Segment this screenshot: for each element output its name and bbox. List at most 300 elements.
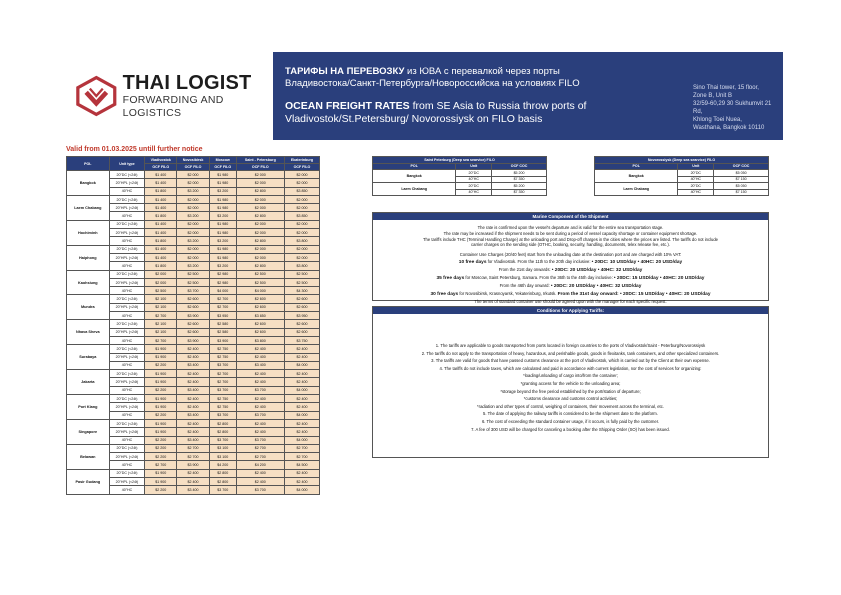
rate-cell: $2 200 — [145, 386, 177, 394]
unit-type-cell: 40"HC — [109, 386, 145, 394]
table-row — [67, 345, 320, 353]
rate-cell: $2 400 — [284, 403, 319, 411]
rate-cell: $2 400 — [177, 428, 210, 436]
rate-cell: $3 400 — [236, 361, 284, 369]
rate-cell: $3 700 — [209, 411, 236, 419]
unit-cell: 20"DC — [456, 183, 492, 190]
rate-cell: $2 400 — [284, 469, 319, 477]
table-row — [67, 469, 320, 477]
unit-type-cell: 20"DC (<24t) — [109, 220, 145, 228]
rate-cell: $3 100 — [209, 444, 236, 452]
rate-cell: $2 700 — [209, 295, 236, 303]
rate-cell: $2 000 — [284, 171, 319, 179]
logo-checkmark-icon — [76, 74, 117, 118]
unit-type-cell: 20"DC (<24t) — [109, 444, 145, 452]
rate-cell: $2 400 — [236, 370, 284, 378]
marine-line: 10 free days for Vladivostok. From the 11th to the 20th day inclusive: • 20DC: 10 USD/day • 40HC: 20 USD/day — [458, 258, 683, 265]
rate-cell: $2 800 — [209, 469, 236, 477]
table-row — [67, 320, 320, 328]
rate-cell: $3 700 — [209, 436, 236, 444]
rate-cell: $2 500 — [145, 287, 177, 295]
marine-line: From the 46th day onward: • 20DC: 20 USD/day • 40HC: 32 USD/day — [499, 282, 642, 289]
header-row — [67, 157, 320, 164]
rate-cell: $2 600 — [236, 328, 284, 336]
column-subheader: OCF FILO — [145, 164, 177, 171]
rate-cell: $2 200 — [145, 453, 177, 461]
column-subheader: OCF FILO — [209, 164, 236, 171]
logo-subtitle: FORWARDING AND LOGISTICS — [122, 93, 224, 119]
unit-type-cell: 40"HC — [109, 361, 145, 369]
unit-type-cell: 40"HC — [109, 187, 145, 195]
rate-cell: $3 850 — [284, 212, 319, 220]
rate-cell: $2 400 — [236, 469, 284, 477]
marine-title: Marine Component of the Shipment — [373, 213, 768, 220]
rate-cell: $2 200 — [145, 444, 177, 452]
rate-cell: $1 980 — [209, 171, 236, 179]
rate-cell: $3 400 — [177, 386, 210, 394]
pol-cell: Bangkok — [373, 170, 456, 183]
pol-cell: Nhava Sheva — [67, 320, 110, 345]
rate-cell: $3 200 — [177, 262, 210, 270]
rate-cell: $1 400 — [145, 171, 177, 179]
header-banner — [60, 52, 783, 140]
condition-line: 7. A fee of 300 USD will be charged for canceling a booking after the Shipping Order (SO) has been issued. — [471, 426, 670, 432]
rate-cell: $2 400 — [236, 419, 284, 427]
pol-cell: Bangkok — [67, 171, 110, 196]
rate-cell: $2 700 — [236, 453, 284, 461]
rate-cell: $3 800 — [284, 262, 319, 270]
rate-cell: $4 300 — [284, 287, 319, 295]
rate-cell: $4 000 — [284, 386, 319, 394]
rate-cell: $2 400 — [236, 403, 284, 411]
unit-type-cell: 20"HPL (<24t) — [109, 378, 145, 386]
validity-note: Valid from 01.03.2025 untill further notice — [66, 146, 203, 153]
marine-line: The terms of standard container use should be agreed upon with the manager for each specific request. — [474, 298, 667, 304]
column-header: POL — [595, 163, 678, 170]
unit-type-cell: 40"HC — [109, 486, 145, 494]
rate-cell: $2 100 — [145, 303, 177, 311]
unit-cell: 40"HC — [456, 189, 492, 196]
unit-type-cell: 20"HPL (<24t) — [109, 253, 145, 261]
pol-cell: Bangkok — [595, 170, 678, 183]
unit-type-cell: 40"HC — [109, 411, 145, 419]
rate-cell: $2 700 — [177, 453, 210, 461]
rates-table — [66, 156, 320, 495]
condition-line: 5. The date of applying the railway tariffs is considered to be the shipment date to the platform. — [483, 411, 658, 417]
unit-type-cell: 20"DC (<24t) — [109, 395, 145, 403]
condition-line: *storage beyond the free period established by the port/station of departure; — [500, 388, 641, 394]
table-row — [67, 370, 320, 378]
rate-cell: $2 800 — [209, 477, 236, 485]
rate-cell: $2 800 — [236, 187, 284, 195]
rate-cell: $3 200 — [209, 237, 236, 245]
rate-cell: $3 100 — [209, 453, 236, 461]
pol-cell: Pasir Gudang — [67, 469, 110, 494]
rate-cell: $2 400 — [177, 378, 210, 386]
rate-cell: $2 200 — [145, 411, 177, 419]
rate-cell: $4 200 — [209, 461, 236, 469]
rate-cell: $1 900 — [145, 378, 177, 386]
rate-cell: $2 700 — [284, 444, 319, 452]
table-row — [67, 195, 320, 203]
rate-cell: $2 500 — [236, 278, 284, 286]
rate-cell: $1 800 — [145, 262, 177, 270]
rate-cell: $1 900 — [145, 428, 177, 436]
table-title: Saint Peterburg (Deep sea searvice) FILO — [373, 157, 547, 164]
rate-cell: $3 700 — [177, 287, 210, 295]
rate-cell: $3 750 — [284, 336, 319, 344]
unit-cell: 20"DC — [678, 170, 714, 177]
unit-type-cell: 20"DC (<24t) — [109, 320, 145, 328]
rate-cell: $3 850 — [284, 187, 319, 195]
rate-cell: $2 400 — [177, 403, 210, 411]
rate-cell: $2 750 — [209, 395, 236, 403]
unit-type-cell: 20"HPL (<24t) — [109, 477, 145, 485]
unit-type-cell: 40"HC — [109, 461, 145, 469]
rate-cell: $2 000 — [284, 204, 319, 212]
rate-cell: $4 000 — [284, 411, 319, 419]
logo-area — [60, 52, 273, 140]
pol-cell: Hochiminh — [67, 220, 110, 245]
rate-cell: $2 500 — [177, 270, 210, 278]
rate-cell: $2 400 — [284, 477, 319, 485]
rate-cell: $3 200 — [209, 212, 236, 220]
rate-cell: $1 900 — [145, 353, 177, 361]
rate-cell: $3 900 — [177, 461, 210, 469]
rate-cell: $2 400 — [236, 378, 284, 386]
rate-cell: $1 400 — [145, 179, 177, 187]
rate-cell: $3 700 — [236, 486, 284, 494]
rate-cell: $2 400 — [284, 428, 319, 436]
unit-type-cell: 20"DC (<24t) — [109, 419, 145, 427]
column-header: OCF COC — [492, 163, 547, 170]
column-header: POL — [373, 163, 456, 170]
column-header: Unit — [456, 163, 492, 170]
novorossiysk-deep-sea-table — [594, 156, 769, 196]
rate-cell: $2 400 — [236, 477, 284, 485]
rate-cell: $2 700 — [209, 378, 236, 386]
rate-cell: $2 500 — [236, 270, 284, 278]
rate-cell: $1 980 — [209, 179, 236, 187]
condition-line: 6. The cost of exceeding the standard container usage, if it occurs, is fully paid by the customer. — [481, 418, 660, 424]
rate-cell: $3 700 — [236, 386, 284, 394]
rate-cell: $1 900 — [145, 403, 177, 411]
unit-type-cell: 20"HPL (<24t) — [109, 204, 145, 212]
pol-cell: Jakarta — [67, 370, 110, 395]
rate-cell: $1 900 — [145, 469, 177, 477]
unit-type-cell: 20"DC (<24t) — [109, 345, 145, 353]
rate-cell: $2 400 — [284, 345, 319, 353]
column-header: Novosibirsk — [177, 157, 210, 164]
rate-cell: $4 000 — [284, 486, 319, 494]
condition-line: 1. The tariffs are applicable to goods transported from ports located in foreign countries to the ports of Vladivostok/Saint - Peterburg/Novorossiysk — [435, 343, 706, 348]
rate-cell: $3 900 — [177, 336, 210, 344]
rate-cell: $2 700 — [145, 312, 177, 320]
rate-cell: $4 000 — [236, 287, 284, 295]
rate-cell: $4 000 — [284, 361, 319, 369]
rate-cell: $3 700 — [236, 411, 284, 419]
rate-cell: $2 000 — [236, 195, 284, 203]
rate-cell: $2 400 — [236, 353, 284, 361]
table-row — [67, 419, 320, 427]
marine-line: The rate may be increased if the shipment needs to be sent during a period of vessel capacity shortage or container equipment shortage. — [443, 231, 698, 236]
condition-line: 3. The tariffs are valid for goods that have passed customs clearance at the port of Vladivostok, which is carried out by the Client at their own expense. — [431, 358, 710, 364]
rate-cell: $2 600 — [236, 295, 284, 303]
rate-cell: $2 200 — [145, 436, 177, 444]
table-row — [67, 171, 320, 179]
condition-line: 4. The tariffs do not include taxes, which are calculated and paid in accordance with current legislation, nor the cost of services for organizing: — [439, 365, 702, 371]
rate-cell: $2 600 — [284, 328, 319, 336]
rate-cell: $2 000 — [145, 270, 177, 278]
marine-component-box — [372, 212, 769, 304]
condition-line: 2. The tariffs do not apply to the transportation of heavy, hazardous, and perishable goods, goods in flexitanks, tank containers, and other specialized containers. — [421, 350, 720, 356]
rate-cell: $1 800 — [145, 237, 177, 245]
marine-line: 30 free days for Novosibirsk, Krasnoyarsk, Yekaterinburg, Irkutsk. From the 31st day onward: • 20DC: 15 USD/day • 40HC: 20 USD/day — [430, 290, 711, 297]
rate-cell: $2 000 — [236, 253, 284, 261]
rate-cell: $1 980 — [209, 220, 236, 228]
rate-cell: $2 000 — [177, 253, 210, 261]
rate-cell: $2 700 — [177, 444, 210, 452]
table-row — [67, 270, 320, 278]
rate-cell: $3 800 — [236, 336, 284, 344]
unit-cell: 20"DC — [678, 183, 714, 190]
column-header: Vladivostok — [145, 157, 177, 164]
rate-cell: $5 050 — [714, 183, 769, 190]
rate-cell: $3 800 — [284, 237, 319, 245]
rate-cell: $2 000 — [236, 204, 284, 212]
unit-type-cell: 20"HPL (<24t) — [109, 453, 145, 461]
unit-cell: 20"DC — [456, 170, 492, 177]
rate-cell: $2 400 — [177, 370, 210, 378]
rate-cell: $2 000 — [284, 253, 319, 261]
unit-type-cell: 20"DC (<24t) — [109, 469, 145, 477]
rate-cell: $1 900 — [145, 395, 177, 403]
rate-cell: $2 580 — [209, 320, 236, 328]
condition-line: *granting access for the vehicle to the unloading area; — [520, 380, 621, 386]
rate-cell: $2 800 — [236, 262, 284, 270]
rate-cell: $2 750 — [209, 345, 236, 353]
table-row — [67, 295, 320, 303]
marine-line: Container Use Charges (20/40 feet) start from the unloading date at the destination port and are charged with 10% VAT: — [459, 251, 682, 257]
rate-cell: $2 000 — [177, 204, 210, 212]
rate-cell: $2 400 — [177, 353, 210, 361]
column-header: Moscow — [209, 157, 236, 164]
pol-cell: Mundra — [67, 295, 110, 320]
rate-cell: $3 200 — [209, 262, 236, 270]
rate-cell: $2 500 — [284, 278, 319, 286]
rate-cell: $5 200 — [492, 170, 547, 177]
rate-cell: $4 000 — [209, 287, 236, 295]
rate-cell: $2 700 — [209, 370, 236, 378]
rate-cell: $2 000 — [177, 171, 210, 179]
rate-cell: $2 000 — [177, 195, 210, 203]
condition-line: *customs clearance and customs control activities; — [523, 396, 618, 402]
rate-cell: $1 400 — [145, 195, 177, 203]
rate-cell: $2 600 — [236, 303, 284, 311]
column-subheader: OCF FILO — [236, 164, 284, 171]
rate-cell: $1 400 — [145, 253, 177, 261]
rate-cell: $2 800 — [209, 428, 236, 436]
rate-cell: $4 500 — [284, 461, 319, 469]
rate-cell: $2 400 — [177, 419, 210, 427]
column-header: POL — [67, 157, 110, 171]
rate-cell: $2 500 — [177, 278, 210, 286]
rate-cell: $2 750 — [209, 353, 236, 361]
pol-cell: Laem Chabang — [67, 195, 110, 220]
rate-cell: $5 050 — [714, 170, 769, 177]
rate-cell: $2 400 — [177, 477, 210, 485]
rate-cell: $3 700 — [236, 436, 284, 444]
rate-cell: $1 980 — [209, 253, 236, 261]
unit-cell: 40"HC — [456, 176, 492, 183]
table-row — [67, 245, 320, 253]
rate-cell: $2 400 — [236, 395, 284, 403]
rate-cell: $1 980 — [209, 245, 236, 253]
rate-cell: $1 400 — [145, 245, 177, 253]
unit-type-cell: 20"DC (<24t) — [109, 195, 145, 203]
unit-type-cell: 20"HPL (<24t) — [109, 303, 145, 311]
rate-cell: $2 100 — [145, 295, 177, 303]
rate-cell: $3 400 — [177, 436, 210, 444]
unit-type-cell: 20"HPL (<24t) — [109, 403, 145, 411]
rate-cell: $2 800 — [209, 419, 236, 427]
rate-cell: $2 000 — [236, 171, 284, 179]
banner-ru-text: ТАРИФЫ НА ПЕРЕВОЗКУ из ЮВА с перевалкой через порты Владивостока/Санкт-Петербурга/Новороссийска на условиях FILO — [285, 66, 580, 89]
rate-cell: $2 200 — [145, 361, 177, 369]
rate-cell: $1 400 — [145, 220, 177, 228]
rate-cell: $1 900 — [145, 345, 177, 353]
rate-cell: $2 200 — [145, 486, 177, 494]
unit-type-cell: 40"HC — [109, 436, 145, 444]
rate-cell: $2 580 — [209, 328, 236, 336]
rate-cell: $2 000 — [284, 220, 319, 228]
rate-cell: $2 400 — [177, 345, 210, 353]
spb-deep-sea-table — [372, 156, 547, 196]
rate-cell: $2 000 — [177, 245, 210, 253]
rate-cell: $3 200 — [177, 212, 210, 220]
rate-cell: $3 950 — [284, 312, 319, 320]
column-header: OCF COC — [714, 163, 769, 170]
unit-type-cell: 40"HC — [109, 237, 145, 245]
rate-cell: $2 600 — [177, 295, 210, 303]
rate-cell: $3 700 — [209, 386, 236, 394]
rate-cell: $2 400 — [177, 395, 210, 403]
unit-type-cell: 20"HPL (<24t) — [109, 229, 145, 237]
rate-cell: $2 000 — [145, 278, 177, 286]
rate-cell: $2 000 — [284, 195, 319, 203]
rate-cell: $4 000 — [284, 436, 319, 444]
rate-cell: $2 700 — [145, 461, 177, 469]
rate-cell: $3 850 — [236, 312, 284, 320]
marine-line: The tariffs include THC (Terminal Handling Charge) at the unloading port and Drop-off charges in the cities where the prices are listed. The tariffs do not include — [423, 236, 718, 242]
rate-cell: $3 400 — [177, 411, 210, 419]
rate-cell: $2 600 — [284, 303, 319, 311]
rate-cell: $2 400 — [284, 419, 319, 427]
unit-type-cell: 40"HC — [109, 312, 145, 320]
rate-cell: $1 800 — [145, 187, 177, 195]
rate-cell: $2 100 — [145, 328, 177, 336]
unit-type-cell: 20"DC (<24t) — [109, 295, 145, 303]
rate-cell: $3 900 — [177, 312, 210, 320]
rate-cell: $2 400 — [284, 378, 319, 386]
unit-type-cell: 20"HPL (<24t) — [109, 353, 145, 361]
rate-cell: $2 600 — [284, 295, 319, 303]
condition-line: *loading/unloading of cargo into/from the container; — [523, 373, 618, 379]
rate-cell: $1 400 — [145, 229, 177, 237]
unit-cell: 40"HC — [678, 176, 714, 183]
rate-cell: $3 400 — [177, 361, 210, 369]
unit-type-cell: 20"HPL (<24t) — [109, 428, 145, 436]
banner-main — [273, 52, 783, 140]
condition-line: *radiation and other types of control, weighing of containers, their movement across the terminal, etc. — [477, 403, 664, 409]
rate-cell: $3 700 — [209, 486, 236, 494]
marine-line: The rate is confirmed upon the vessel's departure and is valid for the entire sea transportation stage. — [477, 225, 664, 230]
rate-cell: $2 000 — [284, 179, 319, 187]
rate-cell: $3 400 — [177, 486, 210, 494]
rate-cell: $2 000 — [177, 179, 210, 187]
table-row — [67, 444, 320, 452]
column-header: Unit type — [109, 157, 145, 171]
rate-cell: $2 980 — [209, 278, 236, 286]
rate-cell: $2 400 — [177, 469, 210, 477]
company-address: Sino Thai tower, 15 floor, Zone B, Unit B 32/59-60,29 30 Sukhumvit 21 Rd, Khlong Toei Nuea, Wasthana, Bangkok 10110 — [693, 85, 772, 131]
pol-cell: Laem Chabang — [373, 183, 456, 196]
rate-cell: $2 800 — [236, 212, 284, 220]
unit-type-cell: 20"HPL (<24t) — [109, 179, 145, 187]
rate-cell: $2 500 — [284, 270, 319, 278]
rate-cell: $1 400 — [145, 204, 177, 212]
rate-cell: $2 750 — [209, 403, 236, 411]
rate-cell: $3 700 — [209, 361, 236, 369]
pol-cell: Belawan — [67, 444, 110, 469]
pol-cell: Kaohsiung — [67, 270, 110, 295]
rate-cell: $2 600 — [236, 320, 284, 328]
rate-cell: $2 000 — [236, 245, 284, 253]
marine-line: From the 21st day onwards: • 20DC: 20 USD/day • 40HC: 32 USD/day — [498, 266, 643, 273]
rate-cell: $2 600 — [177, 320, 210, 328]
rate-cell: $2 000 — [284, 229, 319, 237]
rate-cell: $7 150 — [714, 189, 769, 196]
column-header: Ekaterinburg — [284, 157, 319, 164]
unit-type-cell: 20"DC (<24t) — [109, 370, 145, 378]
rate-cell: $2 600 — [284, 320, 319, 328]
rate-cell: $1 980 — [209, 229, 236, 237]
rate-cell: $1 900 — [145, 477, 177, 485]
rate-cell: $2 600 — [177, 328, 210, 336]
column-subheader: OCF FILO — [177, 164, 210, 171]
rate-cell: $5 200 — [492, 183, 547, 190]
column-subheader: OCF FILO — [284, 164, 319, 171]
rate-cell: $2 000 — [177, 229, 210, 237]
rate-cell: $1 900 — [145, 419, 177, 427]
rate-cell: $2 100 — [145, 320, 177, 328]
pol-cell: Singapore — [67, 419, 110, 444]
rate-cell: $7 150 — [714, 176, 769, 183]
rate-cell: $7 350 — [492, 176, 547, 183]
marine-line: carrier charges on the sending side (OTHC, booking, security, handling, documents, telex release fee, etc.). — [471, 242, 670, 247]
unit-type-cell: 20"HPL (<24t) — [109, 278, 145, 286]
rate-cell: $1 980 — [209, 204, 236, 212]
marine-line: 35 free days for Moscow, Saint Petersburg, Samara. From the 36th to the 45th day inclusive: • 20DC: 15 USD/day • 40HC: 20 USD/day — [436, 274, 705, 281]
pol-cell: Port Klang — [67, 395, 110, 420]
pol-cell: Surabaya — [67, 345, 110, 370]
rate-cell: $2 000 — [236, 229, 284, 237]
unit-cell: 40"HC — [678, 189, 714, 196]
rate-cell: $1 800 — [145, 212, 177, 220]
rate-cell: $2 600 — [177, 303, 210, 311]
rate-cell: $2 400 — [236, 428, 284, 436]
rate-cell: $2 400 — [236, 345, 284, 353]
